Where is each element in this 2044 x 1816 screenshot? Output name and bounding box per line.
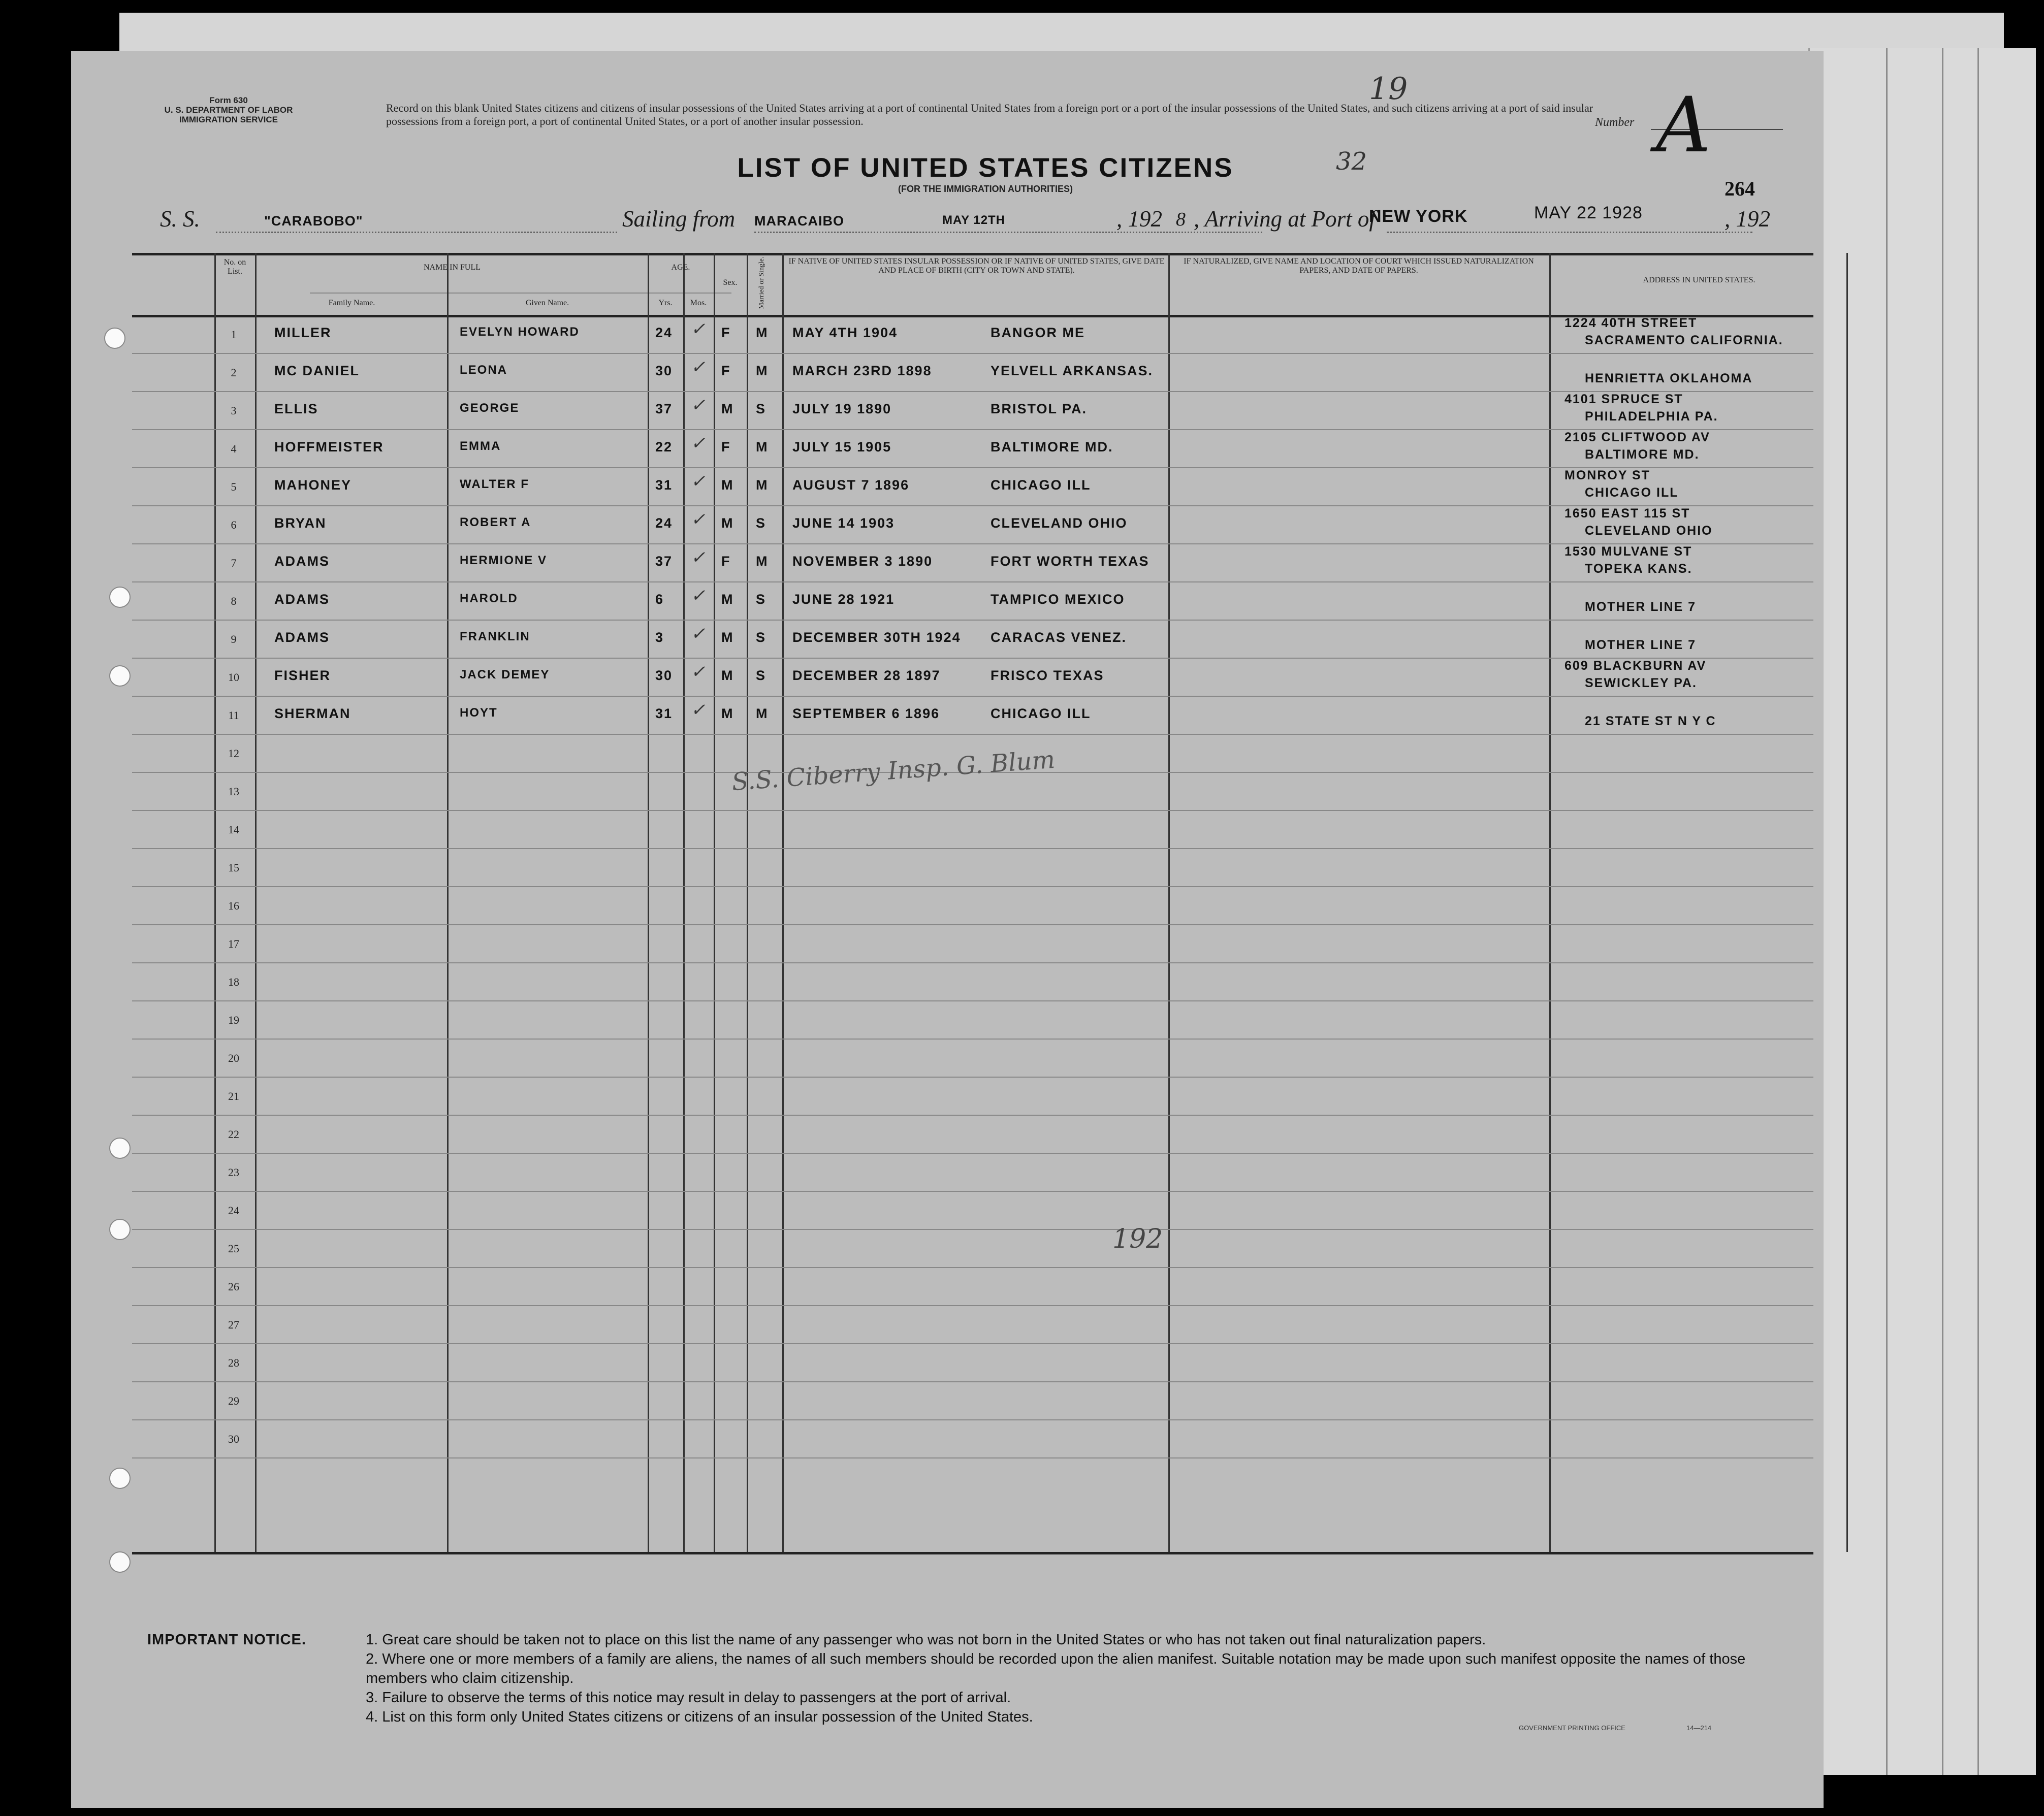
family-name: ADAMS [274,592,330,607]
age-years: 30 [655,363,673,378]
given-name: EVELYN HOWARD [460,325,580,339]
row-number: 23 [228,1166,239,1179]
given-name: FRANKLIN [460,630,530,643]
row-rule [132,1305,1813,1306]
address-line-2: SACRAMENTO CALIFORNIA. [1585,333,1783,347]
family-name: MC DANIEL [274,363,360,378]
address-line-1: 1650 EAST 115 ST [1564,506,1690,521]
row-rule [132,467,1813,468]
family-name: MAHONEY [274,477,352,493]
row-rule [132,1343,1813,1344]
row-rule [132,1419,1813,1420]
page-number: 264 [1724,177,1755,200]
row-rule [132,1457,1813,1458]
married-single: M [756,706,769,721]
age-header-rule [648,293,696,294]
married-single: S [756,630,766,645]
address-line-1: 1530 MULVANE ST [1564,544,1692,559]
header-name-in-full: NAME IN FULL [424,263,481,272]
col-rule-sex [714,253,715,1552]
notice-item-2: 2. Where one or more members of a family are aliens, the names of all such members should be recorded upon the alien manifest. Suitable notation may be made upon such manifest opposite the names of those members who claim citizenship. [366,1651,1746,1687]
row-number: 18 [228,976,239,988]
age-years: 22 [655,439,673,455]
notice-item-3: 3. Failure to observe the terms of this notice may result in delay to passengers at the port of arrival. [366,1690,1011,1706]
printer-mark: GOVERNMENT PRINTING OFFICE [1519,1724,1625,1732]
family-name: BRYAN [274,515,327,531]
ship-name: "CARABOBO" [264,213,363,229]
row-rule [132,391,1813,392]
col-rule-end [1846,253,1848,1552]
arrival-date-stamp: MAY 22 1928 [1534,203,1643,222]
col-rule-given [447,253,449,1552]
row-rule [132,962,1813,963]
sex: F [721,554,731,569]
birth-place: BRISTOL PA. [991,401,1088,416]
table-bottom-rule [132,1552,1813,1554]
sex: M [721,477,734,493]
notice-heading: IMPORTANT NOTICE. [147,1632,306,1648]
document-subtitle: (FOR THE IMMIGRATION AUTHORITIES) [898,184,1073,194]
row-number: 29 [228,1395,239,1407]
married-single: S [756,401,766,416]
sailing-label: Sailing from [622,206,736,232]
row-rule [132,429,1813,430]
binder-hole [109,1138,131,1159]
birth-date: AUGUST 7 1896 [792,477,910,493]
row-number: 1 [231,328,237,341]
birth-place: CARACAS VENEZ. [991,630,1127,645]
row-number: 22 [228,1128,239,1141]
row-number: 5 [231,480,237,493]
row-number: 20 [228,1052,239,1064]
row-rule [132,886,1813,887]
header-mos: Mos. [690,299,707,307]
sex: M [721,401,734,416]
row-number: 24 [228,1204,239,1217]
given-name: JACK DEMEY [460,668,550,682]
row-rule [132,620,1813,621]
birth-place: CHICAGO ILL [991,706,1091,721]
row-number: 15 [228,861,239,874]
birth-date: MAY 4TH 1904 [792,325,898,340]
notice-item-4: 4. List on this form only United States citizens or citizens of an insular possession of the United States. [366,1709,1033,1725]
family-name: ADAMS [274,630,330,645]
check-mark: ✓ [691,434,706,453]
married-single: S [756,592,766,607]
form-id [132,95,325,124]
row-number: 14 [228,823,239,836]
family-name: HOFFMEISTER [274,439,384,455]
col-rule-family [255,253,257,1552]
birth-place: FRISCO TEXAS [991,668,1104,683]
check-mark: ✓ [691,625,706,643]
department: U. S. DEPARTMENT OF LABOR [164,105,293,115]
hand-note-top: 19 [1369,71,1408,107]
address-line-1: 2105 CLIFTWOOD AV [1564,430,1710,444]
address-line-1: 4101 SPRUCE ST [1564,392,1683,406]
sailing-port: MARACAIBO [754,213,844,229]
row-rule [132,1191,1813,1192]
birth-date: NOVEMBER 3 1890 [792,554,933,569]
birth-place: BALTIMORE MD. [991,439,1113,455]
check-mark: ✓ [691,510,706,529]
family-name: MILLER [274,325,332,340]
notice-item-1: 1. Great care should be taken not to place on this list the name of any passenger who was not born in the United States or who has not taken out final naturalization papers. [366,1632,1486,1648]
sex: F [721,325,731,340]
row-number: 4 [231,442,237,455]
address-line-2: CLEVELAND OHIO [1585,524,1713,538]
address-line-2: HENRIETTA OKLAHOMA [1585,371,1753,385]
number-label: Number [1595,116,1635,129]
age-years: 31 [655,477,673,493]
address-line-2: SEWICKLEY PA. [1585,676,1697,690]
address-line-2: BALTIMORE MD. [1585,447,1700,462]
header-family-name: Family Name. [328,299,375,307]
sex: M [721,706,734,721]
row-rule [132,1039,1813,1040]
row-rule [132,505,1813,506]
birth-place: YELVELL ARKANSAS. [991,363,1154,378]
important-notice [147,1630,1798,1727]
row-rule [132,353,1813,354]
service: IMMIGRATION SERVICE [179,115,278,124]
address-line-1: 1224 40TH STREET [1564,316,1698,330]
binder-hole [109,1551,131,1573]
header-birth: IF NATIVE OF UNITED STATES INSULAR POSSESSION OR IF NATIVE OF UNITED STATES, GIVE DATE AND PLACE OF BIRTH (CITY OR TOWN AND STATE). [788,257,1165,275]
manifest-sheet [71,51,1824,1808]
stacked-pages-edge [1808,48,2036,1775]
col-rule-mos [683,253,685,1552]
citizen-table [132,253,1813,1552]
row-rule [132,1267,1813,1268]
given-name: HOYT [460,706,498,720]
address-line-2: PHILADELPHIA PA. [1585,409,1718,424]
list-letter: A [1656,81,1711,170]
age-years: 24 [655,325,673,340]
binder-hole [109,1468,131,1489]
row-rule [132,696,1813,697]
check-mark: ✓ [691,358,706,377]
col-rule-address [1549,253,1551,1552]
birth-place: CLEVELAND OHIO [991,515,1128,531]
row-number: 3 [231,404,237,417]
sex: M [721,592,734,607]
row-rule [132,1381,1813,1382]
birth-date: MARCH 23RD 1898 [792,363,932,378]
row-rule [132,1000,1813,1001]
married-single: M [756,477,769,493]
col-rule-yrs [648,253,649,1552]
row-rule [132,1153,1813,1154]
year-suffix: , 192 [1724,206,1770,232]
birth-date: JULY 15 1905 [792,439,892,455]
family-name: ADAMS [274,554,330,569]
sailing-fill-line [754,231,1262,233]
row-rule [132,848,1813,849]
row-rule [132,924,1813,925]
row-number: 6 [231,518,237,531]
age-years: 37 [655,554,673,569]
form-number: Form 630 [209,95,248,105]
header-yrs: Yrs. [658,299,673,307]
row-number: 2 [231,366,237,379]
married-single: S [756,515,766,531]
birth-date: DECEMBER 28 1897 [792,668,941,683]
married-single: M [756,439,769,455]
row-rule [132,543,1813,544]
binder-hole [109,665,131,687]
row-rule [132,734,1813,735]
check-mark: ✓ [691,548,706,567]
address-line-2: CHICAGO ILL [1585,485,1679,500]
row-number: 25 [228,1242,239,1255]
table-top-rule [132,253,1813,255]
document-title: LIST OF UNITED STATES CITIZENS [737,153,1234,183]
header-naturalized: IF NATURALIZED, GIVE NAME AND LOCATION OF COURT WHICH ISSUED NATURALIZATION PAPERS, AND DATE OF PAPERS. [1184,257,1534,275]
family-name: FISHER [274,668,331,683]
address-line-2: MOTHER LINE 7 [1585,600,1697,614]
header-address: ADDRESS IN UNITED STATES. [1643,276,1755,284]
row-number: 8 [231,595,237,607]
birth-date: DECEMBER 30TH 1924 [792,630,961,645]
arrival-fill-line [1387,231,1752,233]
family-name: SHERMAN [274,706,351,721]
row-number: 17 [228,937,239,950]
birth-date: JUNE 28 1921 [792,592,895,607]
col-rule-birth [782,253,784,1552]
row-number: 27 [228,1318,239,1331]
check-mark: ✓ [691,396,706,415]
col-rule-no [214,253,216,1552]
birth-date: SEPTEMBER 6 1896 [792,706,940,721]
row-number: 7 [231,557,237,569]
sex: F [721,363,731,378]
family-name: ELLIS [274,401,318,416]
birth-place: BANGOR ME [991,325,1085,340]
married-single: M [756,325,769,340]
binder-hole [109,1219,131,1240]
header-bottom-rule [132,315,1813,317]
check-mark: ✓ [691,701,706,720]
row-rule [132,810,1813,811]
row-rule [132,581,1813,582]
row-number: 26 [228,1280,239,1293]
row-number: 9 [231,633,237,645]
given-name: HAROLD [460,592,518,605]
header-given-name: Given Name. [525,299,569,307]
check-mark: ✓ [691,320,706,339]
address-line-1: MONROY ST [1564,468,1650,482]
given-name: GEORGE [460,401,520,415]
check-mark: ✓ [691,663,706,682]
birth-place: FORT WORTH TEXAS [991,554,1149,569]
check-mark: ✓ [691,472,706,491]
birth-date: JUNE 14 1903 [792,515,895,531]
age-years: 24 [655,515,673,531]
birth-place: TAMPICO MEXICO [991,592,1125,607]
birth-date: JULY 19 1890 [792,401,892,416]
year-digit: 8 [1176,209,1186,230]
address-line-2: MOTHER LINE 7 [1585,638,1697,652]
hand-note-bottom: 192 [1112,1224,1163,1254]
row-number: 28 [228,1356,239,1369]
married-single: S [756,668,766,683]
col-rule-married [747,253,748,1552]
married-single: M [756,554,769,569]
header-sex: Sex. [723,278,738,287]
given-name: LEONA [460,363,507,377]
inspector-signature: S.S. Ciberry Insp. G. Blum [730,745,1056,797]
sailing-date: MAY 12TH [942,213,1006,227]
birth-place: CHICAGO ILL [991,477,1091,493]
age-years: 6 [655,592,664,607]
age-years: 31 [655,706,673,721]
sex: M [721,515,734,531]
given-name: EMMA [460,439,501,453]
row-number: 21 [228,1090,239,1102]
address-line-1: 609 BLACKBURN AV [1564,659,1707,673]
col-rule-naturalized [1168,253,1170,1552]
row-number: 13 [228,785,239,798]
given-name: HERMIONE V [460,554,548,567]
hand-note-mid: 32 [1336,147,1367,176]
sex: F [721,439,731,455]
year-label: , 192 [1116,206,1162,232]
row-number: 11 [228,709,239,722]
sex: M [721,668,734,683]
row-number: 30 [228,1433,239,1445]
row-number: 16 [228,899,239,912]
row-number: 12 [228,747,239,760]
header-married: Married or Single. [758,256,765,309]
row-rule [132,1077,1813,1078]
given-name: WALTER F [460,477,529,491]
address-line-2: 21 STATE ST N Y C [1585,714,1716,728]
age-years: 37 [655,401,673,416]
ss-label: S. S. [160,206,200,232]
ship-fill-line [216,231,617,233]
arriving-label: , Arriving at Port of [1194,206,1376,232]
sex: M [721,630,734,645]
age-years: 30 [655,668,673,683]
printer-code: 14—214 [1686,1724,1712,1732]
preamble: Record on this blank United States citizens and citizens of insular possessions of the United States arriving at a port of continental United States from a foreign port or a port of the insular possessions of the United States, and such citizens arriving at a port of said insular possessions from a foreign port, a port of continental United States, or a port of another insular possession. [386,102,1593,127]
check-mark: ✓ [691,587,706,605]
binder-hole [104,328,125,349]
header-age: AGE. [671,263,690,272]
row-rule [132,1229,1813,1230]
row-number: 10 [228,671,239,684]
arrival-port: NEW YORK [1369,207,1468,226]
married-single: M [756,363,769,378]
header-no: No. on List. [223,258,246,276]
address-line-2: TOPEKA KANS. [1585,562,1692,576]
row-rule [132,1115,1813,1116]
row-rule [132,658,1813,659]
given-name: ROBERT A [460,515,531,529]
binder-hole [109,587,131,608]
age-years: 3 [655,630,664,645]
row-number: 19 [228,1014,239,1026]
